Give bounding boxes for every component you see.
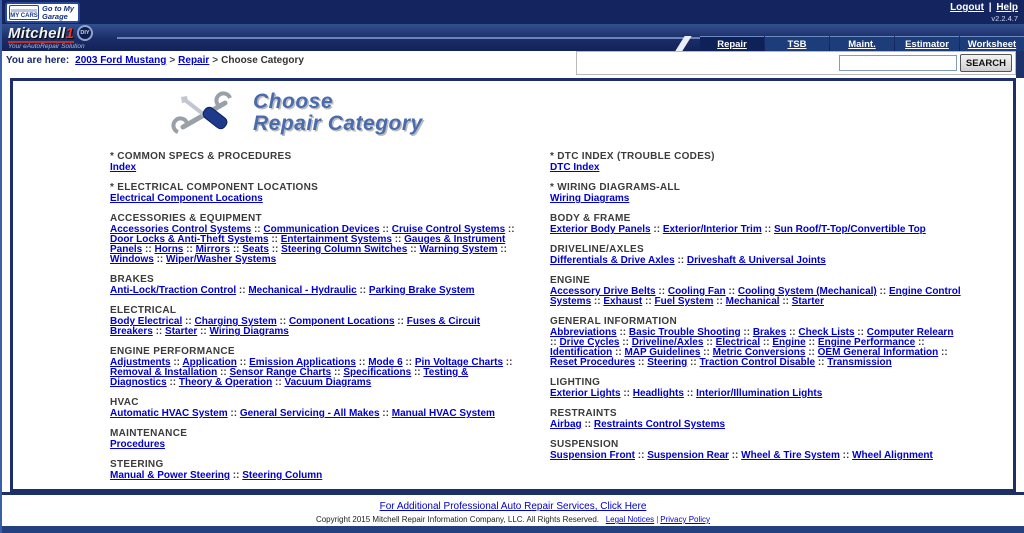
link-separator: :: <box>725 286 738 297</box>
nav-tabs <box>699 36 1024 51</box>
category-link[interactable]: Wheel & Tire System <box>741 450 840 461</box>
category-link[interactable]: Door Locks & Anti-Theft Systems <box>110 234 269 245</box>
category-link[interactable]: Electrical <box>715 337 761 348</box>
link-separator: :: <box>170 357 183 368</box>
category-links <box>550 328 962 368</box>
category-link[interactable]: Testing & Diagnostics <box>110 367 469 388</box>
footer-link-divider: | <box>656 515 659 524</box>
link-separator: :: <box>938 347 948 358</box>
link-separator: :: <box>407 244 420 255</box>
category-heading: STEERING <box>110 459 164 470</box>
breadcrumb-separator: > <box>169 55 176 66</box>
category-links <box>550 163 962 173</box>
link-separator: :: <box>497 244 507 255</box>
link-separator: :: <box>355 357 369 368</box>
category-link[interactable]: Parking Brake System <box>368 285 475 296</box>
category-link[interactable]: Communication Devices <box>263 224 380 235</box>
category-heading: RESTRAINTS <box>550 408 617 419</box>
link-separator: :: <box>391 234 405 245</box>
tab-label: TSB <box>787 38 807 50</box>
help-link[interactable]: Help <box>996 2 1018 13</box>
category-links <box>550 194 962 204</box>
category-section <box>550 213 962 235</box>
category-heading: ENGINE <box>550 275 591 286</box>
category-link[interactable]: Basic Trouble Shooting <box>628 327 741 338</box>
link-separator: :: <box>683 388 697 399</box>
category-link[interactable]: Headlights <box>632 388 684 399</box>
breadcrumb-current: Choose Category <box>221 55 304 66</box>
category-heading: DRIVELINE/AXLES <box>550 244 644 255</box>
link-separator: :: <box>153 254 167 265</box>
category-link[interactable]: Automatic HVAC System <box>110 408 228 419</box>
top-right-links <box>950 2 1018 23</box>
category-heading: GENERAL INFORMATION <box>550 316 677 327</box>
link-separator: :: <box>182 316 195 327</box>
category-heading: BRAKES <box>110 274 155 285</box>
category-heading: SUSPENSION <box>550 439 619 450</box>
category-section <box>550 244 962 266</box>
additional-services-link[interactable]: For Additional Professional Auto Repair Services, Click Here <box>379 501 647 512</box>
link-separator: :: <box>650 224 663 235</box>
link-separator: :: <box>635 357 648 368</box>
link-separator: :: <box>379 224 392 235</box>
category-section <box>110 490 522 492</box>
category-section <box>550 439 962 461</box>
go-to-my-garage-button[interactable] <box>5 2 80 23</box>
link-separator: :: <box>674 255 687 266</box>
link-separator: :: <box>591 296 604 307</box>
page-title: Choose Repair Category <box>253 90 423 135</box>
link-separator: :: <box>217 367 230 378</box>
category-link[interactable]: Starter <box>791 296 825 307</box>
link-separator: :: <box>854 327 867 338</box>
category-link[interactable]: Exterior Body Panels <box>550 224 651 235</box>
category-section <box>550 316 962 368</box>
logout-link[interactable]: Logout <box>950 2 984 13</box>
category-heading: ELECTRICAL <box>110 305 177 316</box>
category-link[interactable]: Removal & Installation <box>110 367 218 378</box>
category-link[interactable]: Interior/Illumination Lights <box>696 388 823 399</box>
tab-worksheet[interactable] <box>960 36 1024 51</box>
search-button[interactable]: SEARCH <box>960 54 1012 72</box>
category-link[interactable]: Electrical Component Locations <box>110 193 263 204</box>
link-separator: :: <box>402 357 415 368</box>
main-content <box>10 78 1016 492</box>
category-links <box>110 286 522 296</box>
category-section <box>550 408 962 430</box>
link-separator: :: <box>619 337 632 348</box>
link-separator: :: <box>331 367 344 378</box>
link-separator: :: <box>779 296 792 307</box>
category-section <box>110 182 522 204</box>
category-link[interactable]: Reset Procedures <box>550 357 636 368</box>
category-link[interactable]: Driveline/Axles <box>631 337 704 348</box>
link-separator: :: <box>227 408 240 419</box>
category-link[interactable]: Body Electrical <box>110 316 183 327</box>
link-separator: :: <box>251 224 264 235</box>
category-links <box>550 389 962 399</box>
link-separator: :: <box>236 357 250 368</box>
category-links <box>110 225 522 265</box>
link-separator: :: <box>183 244 196 255</box>
left-column <box>110 151 522 492</box>
garage-label: Go to My Garage <box>42 3 75 21</box>
category-link[interactable]: Exterior/Interior Trim <box>662 224 762 235</box>
plate-decoration <box>11 9 37 12</box>
bottom-bar <box>2 526 1024 533</box>
title-block <box>171 91 1013 137</box>
link-separator: :: <box>505 224 515 235</box>
link-divider: | <box>988 2 992 13</box>
privacy-policy-link[interactable]: Privacy Policy <box>660 515 711 524</box>
category-links <box>110 163 522 173</box>
link-separator: :: <box>268 234 281 245</box>
link-separator: :: <box>915 337 925 348</box>
copyright-line <box>2 515 1024 524</box>
link-separator: :: <box>230 470 243 481</box>
category-link[interactable]: Starter <box>165 326 198 337</box>
version-label: v2.2.4.7 <box>991 14 1018 23</box>
category-section <box>550 182 962 204</box>
link-separator: :: <box>197 326 210 337</box>
link-separator: :: <box>728 450 742 461</box>
search-panel <box>576 51 1016 75</box>
category-section <box>110 305 522 337</box>
search-input[interactable] <box>839 55 957 71</box>
link-separator: :: <box>356 285 369 296</box>
category-link[interactable]: Engine Performance <box>817 337 916 348</box>
tab-label: Repair <box>717 38 747 50</box>
category-link[interactable]: Emission Applications <box>249 357 356 368</box>
right-edge-decoration <box>1016 51 1024 78</box>
breadcrumb-separator: > <box>212 55 219 66</box>
link-separator: :: <box>655 286 668 297</box>
link-separator: :: <box>379 408 392 419</box>
category-heading: MAINTENANCE <box>110 428 188 439</box>
right-column <box>550 151 962 492</box>
category-links <box>110 471 522 481</box>
category-link[interactable]: Mode 6 <box>368 357 403 368</box>
category-link[interactable]: Warning System <box>419 244 498 255</box>
category-heading <box>110 490 522 492</box>
category-link[interactable]: Component Locations <box>288 316 395 327</box>
category-link[interactable]: Steering Column <box>242 470 323 481</box>
category-link[interactable]: Horns <box>154 244 184 255</box>
link-separator: :: <box>166 377 179 388</box>
category-link[interactable]: General Servicing - All Makes <box>239 408 380 419</box>
category-link[interactable]: Fuses & Circuit Breakers <box>110 316 481 337</box>
tab-label: Estimator <box>905 38 949 50</box>
tab-estimator[interactable] <box>895 36 959 51</box>
tab-repair[interactable] <box>700 36 764 51</box>
tab-highlight-line <box>117 37 724 39</box>
category-section <box>110 274 522 296</box>
category-link[interactable]: Fuel System <box>654 296 714 307</box>
category-link[interactable]: Manual & Power Steering <box>110 470 231 481</box>
link-separator: :: <box>815 357 828 368</box>
category-link[interactable]: Identification <box>550 347 613 358</box>
category-links <box>550 225 962 235</box>
category-links <box>550 287 962 307</box>
category-link[interactable]: Mechanical <box>725 296 780 307</box>
link-separator: :: <box>700 347 713 358</box>
legal-notices-link[interactable]: Legal Notices <box>605 515 655 524</box>
category-links <box>110 440 522 450</box>
category-link[interactable]: Gauges & Instrument Panels <box>110 234 506 255</box>
category-link[interactable]: Exterior Lights <box>550 388 621 399</box>
category-link[interactable]: Wiper/Washer Systems <box>166 254 277 265</box>
category-section <box>110 397 522 419</box>
category-link[interactable]: Mirrors <box>195 244 231 255</box>
category-link[interactable]: Index <box>110 162 137 173</box>
my-cars-plate-icon <box>9 5 39 20</box>
category-link[interactable]: Abbreviations <box>550 327 617 338</box>
breadcrumb-row <box>2 51 1024 78</box>
category-section <box>110 428 522 450</box>
category-link[interactable]: Engine Control Systems <box>550 286 961 307</box>
category-link[interactable]: Sun Roof/T-Top/Convertible Top <box>773 224 926 235</box>
category-link[interactable]: Brakes <box>752 327 787 338</box>
my-cars-label: MY CARS <box>10 13 38 19</box>
category-link[interactable]: Application <box>182 357 237 368</box>
top-bar <box>2 0 1024 24</box>
tab-tsb[interactable] <box>765 36 829 51</box>
link-separator: :: <box>620 388 633 399</box>
link-separator: :: <box>642 296 655 307</box>
category-heading: ENGINE PERFORMANCE <box>110 346 235 357</box>
brand-wordmark: Mitchell1 <box>8 25 74 42</box>
category-section <box>110 213 522 265</box>
crossed-tools-icon <box>171 91 239 137</box>
breadcrumb-prefix: You are here: <box>6 55 70 66</box>
tab-maint[interactable] <box>830 36 894 51</box>
category-link[interactable]: Sensor Range Charts <box>229 367 332 378</box>
category-link[interactable]: Accessories Control Systems <box>110 224 252 235</box>
breadcrumb-link[interactable]: Repair <box>178 55 210 66</box>
link-separator: :: <box>550 337 560 348</box>
link-separator: :: <box>411 367 424 378</box>
link-separator: :: <box>805 337 818 348</box>
link-separator: :: <box>760 337 773 348</box>
category-heading: LIGHTING <box>550 377 601 388</box>
link-separator: :: <box>152 326 166 337</box>
link-separator: :: <box>230 244 243 255</box>
category-link[interactable]: Theory & Operation <box>178 377 273 388</box>
category-link[interactable]: Procedures <box>110 439 166 450</box>
category-links <box>110 409 522 419</box>
category-link[interactable]: Check Lists <box>798 327 855 338</box>
footer <box>2 495 1024 526</box>
category-link[interactable]: Adjustments <box>110 357 171 368</box>
tab-label: Worksheet <box>967 38 1017 50</box>
category-links <box>110 317 522 337</box>
category-heading: * COMMON SPECS & PROCEDURES <box>110 151 292 162</box>
category-section <box>110 346 522 388</box>
category-link[interactable]: Vacuum Diagrams <box>284 377 372 388</box>
category-heading: * ELECTRICAL COMPONENT LOCATIONS <box>110 182 319 193</box>
category-link[interactable]: DTC Index <box>550 162 600 173</box>
category-columns <box>13 151 1013 492</box>
category-links <box>550 451 962 461</box>
category-link[interactable]: Airbag <box>550 419 582 430</box>
link-separator: :: <box>272 377 285 388</box>
category-link[interactable]: Cooling Fan <box>667 286 726 297</box>
category-link[interactable]: Entertainment Systems <box>280 234 392 245</box>
category-links <box>110 194 522 204</box>
link-separator: :: <box>268 244 282 255</box>
category-link[interactable]: Mechanical - Hydraulic <box>248 285 357 296</box>
category-link[interactable]: Driveshaft & Universal Joints <box>686 255 826 266</box>
link-separator: :: <box>805 347 818 358</box>
category-link[interactable]: Accessory Drive Belts <box>550 286 656 297</box>
link-separator: :: <box>713 296 726 307</box>
category-link[interactable]: Metric Conversions <box>712 347 806 358</box>
category-links <box>550 256 962 266</box>
category-link[interactable]: Cooling System (Mechanical) <box>737 286 877 297</box>
link-separator: :: <box>616 327 629 338</box>
category-link[interactable]: Suspension Rear <box>647 450 729 461</box>
category-link[interactable]: Windows <box>110 254 154 265</box>
category-links <box>110 358 522 388</box>
link-separator: :: <box>394 316 407 327</box>
link-separator: :: <box>761 224 774 235</box>
category-link[interactable]: Differentials & Drive Axles <box>550 255 675 266</box>
category-links <box>550 420 962 430</box>
category-section <box>110 459 522 481</box>
link-separator: :: <box>142 244 155 255</box>
category-heading: * WIRING DIAGRAMS-ALL <box>550 182 681 193</box>
category-link[interactable]: Specifications <box>343 367 412 378</box>
link-separator: :: <box>503 357 513 368</box>
category-link[interactable]: Computer Relearn <box>866 327 954 338</box>
category-link[interactable]: Transmission <box>827 357 892 368</box>
link-separator: :: <box>876 286 889 297</box>
category-heading: ACCESSORIES & EQUIPMENT <box>110 213 262 224</box>
link-separator: :: <box>236 285 249 296</box>
category-link[interactable]: Restraints Control Systems <box>593 419 726 430</box>
link-separator: :: <box>839 450 853 461</box>
mitchell1-logo <box>8 25 93 50</box>
link-separator: :: <box>740 327 753 338</box>
category-link[interactable]: Pin Voltage Charts <box>414 357 504 368</box>
category-link[interactable]: Suspension Front <box>550 450 635 461</box>
category-section <box>550 377 962 399</box>
link-separator: :: <box>786 327 799 338</box>
link-separator: :: <box>635 450 648 461</box>
category-link[interactable]: Traction Control Disable <box>699 357 816 368</box>
diy-badge-icon: DIY <box>77 25 93 41</box>
category-link[interactable]: MAP Guidelines <box>624 347 701 358</box>
category-heading: BODY & FRAME <box>550 213 631 224</box>
category-link[interactable]: Engine <box>772 337 806 348</box>
category-link[interactable]: Wiring Diagrams <box>550 193 630 204</box>
category-section <box>110 151 522 173</box>
category-link[interactable]: OEM General Information <box>817 347 939 358</box>
breadcrumb <box>6 55 304 66</box>
category-link[interactable]: Cruise Control Systems <box>391 224 506 235</box>
category-link[interactable]: Seats <box>242 244 269 255</box>
link-separator: :: <box>703 337 716 348</box>
copyright-text: Copyright 2015 Mitchell Repair Information Company, LLC. All Rights Reserved. <box>315 515 600 524</box>
category-link[interactable]: Drive Cycles <box>559 337 620 348</box>
category-link[interactable]: Exhaust <box>603 296 643 307</box>
logo-bar <box>2 24 1024 51</box>
category-section <box>550 275 962 307</box>
breadcrumb-link[interactable]: 2003 Ford Mustang <box>75 55 167 66</box>
link-separator: :: <box>276 316 289 327</box>
category-link[interactable]: Steering <box>647 357 688 368</box>
category-heading: * DTC INDEX (TROUBLE CODES) <box>550 151 715 162</box>
category-link[interactable]: Wiring Diagrams <box>209 326 289 337</box>
category-link[interactable]: Steering Column Switches <box>281 244 408 255</box>
brand-tagline: Your eAutoRepair Solution <box>8 43 85 50</box>
category-link[interactable]: Anti-Lock/Traction Control <box>110 285 237 296</box>
category-heading: HVAC <box>110 397 139 408</box>
category-section <box>550 151 962 173</box>
tab-label: Maint. <box>848 38 876 50</box>
link-separator: :: <box>687 357 700 368</box>
link-separator: :: <box>581 419 594 430</box>
category-link[interactable]: Wheel Alignment <box>852 450 933 461</box>
link-separator: :: <box>612 347 625 358</box>
category-link[interactable]: Charging System <box>194 316 277 327</box>
category-link[interactable]: Manual HVAC System <box>391 408 495 419</box>
